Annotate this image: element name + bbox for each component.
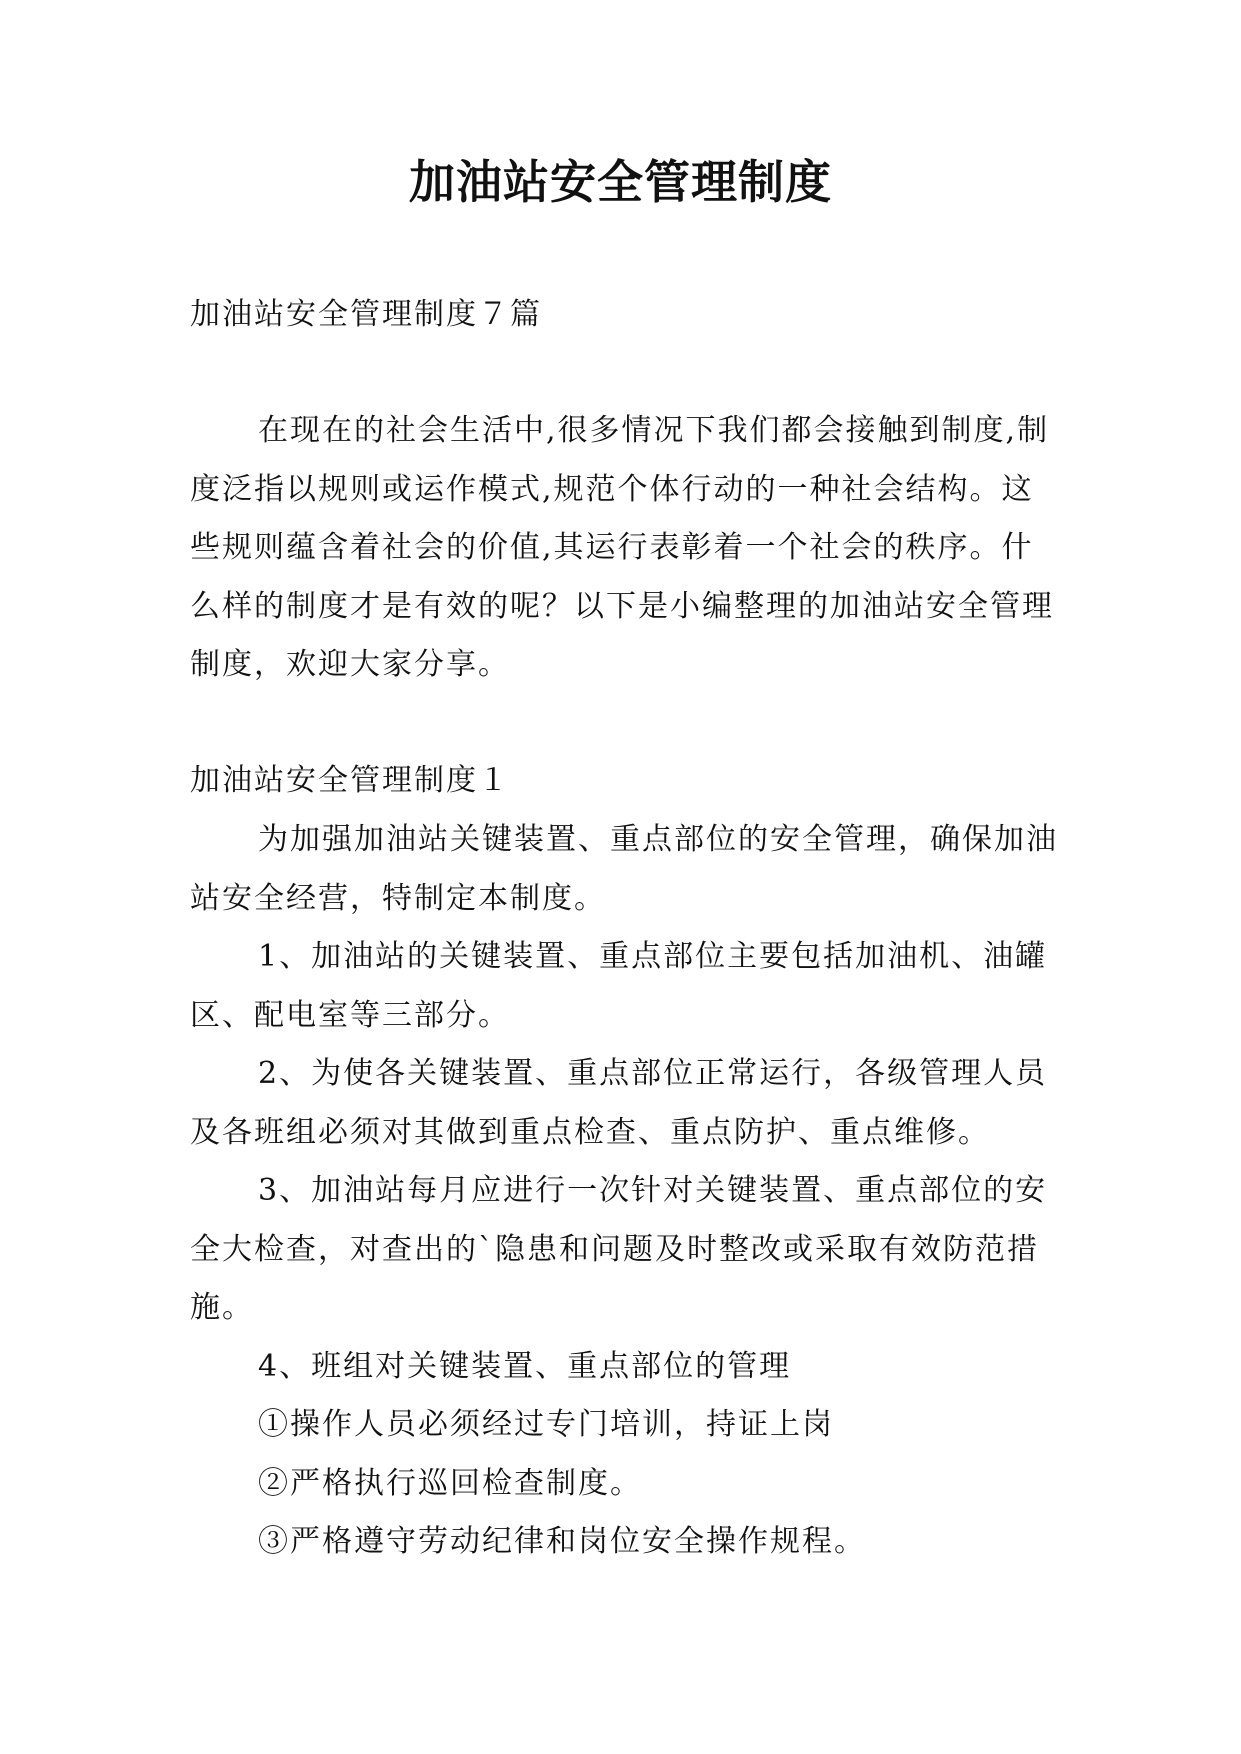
intro-paragraph: 在现在的社会生活中,很多情况下我们都会接触到制度,制度泛指以规则或运作模式,规范个体行动的一种社会结构。这些规则蕴含着社会的价值,其运行表彰着一个社会的秩序。什么样的制度才是有效的呢？以下是小编整理的加油站安全管理制度，欢迎大家分享。 bbox=[190, 413, 1054, 682]
section-heading: 加油站安全管理制度１ bbox=[190, 763, 510, 798]
document-subtitle: 加油站安全管理制度７篇 bbox=[190, 297, 542, 332]
paragraph-purpose: 为加强加油站关键装置、重点部位的安全管理，确保加油站安全经营，特制定本制度。 bbox=[190, 822, 1058, 916]
paragraph-item-2: 2、为使各关键装置、重点部位正常运行，各级管理人员及各班组必须对其做到重点检查、重点防护、重点维修。 bbox=[190, 1056, 1048, 1150]
list-item: ②严格执行巡回检查制度。 bbox=[258, 1465, 642, 1501]
section-body bbox=[190, 811, 1060, 1572]
document-title: 加油站安全管理制度 bbox=[409, 155, 832, 209]
list-item: ③严格遵守劳动纪律和岗位安全操作规程。 bbox=[258, 1524, 866, 1559]
paragraph-item-4: 4、班组对关键装置、重点部位的管理 bbox=[258, 1348, 792, 1384]
paragraph-item-3: 3、加油站每月应进行一次针对关键装置、重点部位的安全大检查，对查出的`隐患和问题及时整改或采取有效防范措施。 bbox=[190, 1173, 1048, 1325]
paragraph-item-1: 1、加油站的关键装置、重点部位主要包括加油机、油罐区、配电室等三部分。 bbox=[190, 939, 1048, 1033]
list-item: ①操作人员必须经过专门培训，持证上岗 bbox=[258, 1407, 834, 1442]
